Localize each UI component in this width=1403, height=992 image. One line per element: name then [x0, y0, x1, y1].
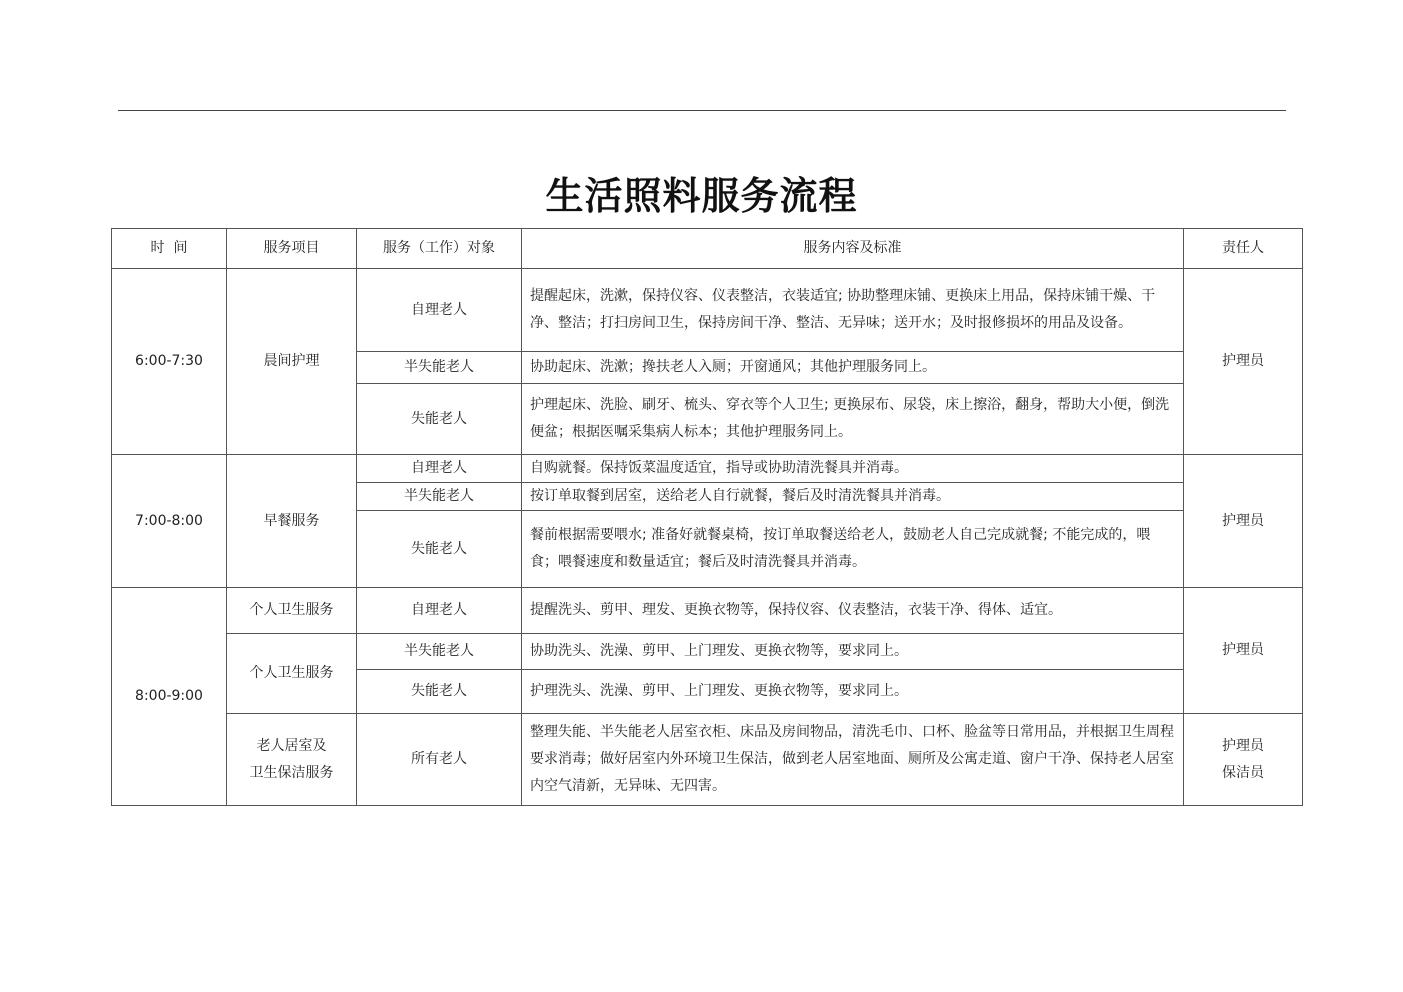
table-header-row	[112, 229, 1303, 269]
table-row	[112, 634, 1303, 670]
content-cell: 提醒洗头、剪甲、理发、更换衣物等，保持仪容、仪表整洁，衣装干净、得体、适宜。	[522, 588, 1184, 634]
time-cell: 8:00-9:00	[112, 588, 227, 806]
person-cell: 护理员	[1184, 455, 1303, 588]
item-cell: 个人卫生服务	[227, 634, 357, 714]
header-content: 服务内容及标准	[522, 229, 1184, 269]
target-cell: 自理老人	[357, 588, 522, 634]
content-cell: 自购就餐。保持饭菜温度适宜，指导或协助清洗餐具并消毒。	[522, 455, 1184, 483]
target-cell: 失能老人	[357, 670, 522, 714]
target-cell: 失能老人	[357, 511, 522, 588]
person-cell	[1184, 714, 1303, 806]
person-line: 护理员	[1222, 737, 1264, 754]
content-cell: 按订单取餐到居室，送给老人自行就餐，餐后及时清洗餐具并消毒。	[522, 483, 1184, 511]
content-cell: 护理起床、洗脸、刷牙、梳头、穿衣等个人卫生; 更换尿布、尿袋，床上擦浴，翻身，帮助大小便，倒洗便盆；根据医嘱采集病人标本；其他护理服务同上。	[522, 384, 1184, 455]
target-cell: 半失能老人	[357, 634, 522, 670]
content-cell: 整理失能、半失能老人居室衣柜、床品及房间物品，清洗毛巾、口杯、脸盆等日常用品，并根据卫生周程要求消毒；做好居室内外环境卫生保洁，做到老人居室地面、厕所及公寓走道、窗户干净、保持老人居室内空气清新，无异味、无四害。	[522, 714, 1184, 806]
target-cell: 自理老人	[357, 269, 522, 352]
person-cell: 护理员	[1184, 588, 1303, 714]
content-cell: 餐前根据需要喂水; 准备好就餐桌椅，按订单取餐送给老人，鼓励老人自己完成就餐; 不能完成的，喂食；喂餐速度和数量适宜；餐后及时清洗餐具并消毒。	[522, 511, 1184, 588]
page-title: 生活照料服务流程	[545, 174, 858, 218]
target-cell: 失能老人	[357, 384, 522, 455]
content-cell: 协助洗头、洗澡、剪甲、上门理发、更换衣物等，要求同上。	[522, 634, 1184, 670]
target-cell: 半失能老人	[357, 352, 522, 384]
target-cell: 半失能老人	[357, 483, 522, 511]
item-cell: 晨间护理	[227, 269, 357, 455]
table-row	[112, 455, 1303, 483]
target-cell: 自理老人	[357, 455, 522, 483]
person-line: 保洁员	[1222, 764, 1264, 781]
header-time: 时 间	[112, 229, 227, 269]
person-cell: 护理员	[1184, 269, 1303, 455]
item-cell: 个人卫生服务	[227, 588, 357, 634]
table-row	[112, 269, 1303, 352]
table-row	[112, 714, 1303, 806]
header-item: 服务项目	[227, 229, 357, 269]
time-cell: 7:00-8:00	[112, 455, 227, 588]
target-cell: 所有老人	[357, 714, 522, 806]
item-line: 老人居室及	[256, 737, 327, 754]
item-cell	[227, 714, 357, 806]
header-person: 责任人	[1184, 229, 1303, 269]
header-rule	[118, 110, 1286, 111]
content-cell: 协助起床、洗漱；搀扶老人入厕；开窗通风；其他护理服务同上。	[522, 352, 1184, 384]
content-cell: 护理洗头、洗澡、剪甲、上门理发、更换衣物等，要求同上。	[522, 670, 1184, 714]
item-cell: 早餐服务	[227, 455, 357, 588]
time-cell: 6:00-7:30	[112, 269, 227, 455]
service-flow-table	[111, 228, 1303, 806]
header-target: 服务（工作）对象	[357, 229, 522, 269]
content-cell: 提醒起床，洗漱，保持仪容、仪表整洁，衣装适宜; 协助整理床铺、更换床上用品，保持床铺干燥、干净、整洁；打扫房间卫生，保持房间干净、整洁、无异味；送开水；及时报修损坏的用品及设备。	[522, 269, 1184, 352]
item-line: 卫生保洁服务	[249, 764, 334, 781]
table-row	[112, 588, 1303, 634]
